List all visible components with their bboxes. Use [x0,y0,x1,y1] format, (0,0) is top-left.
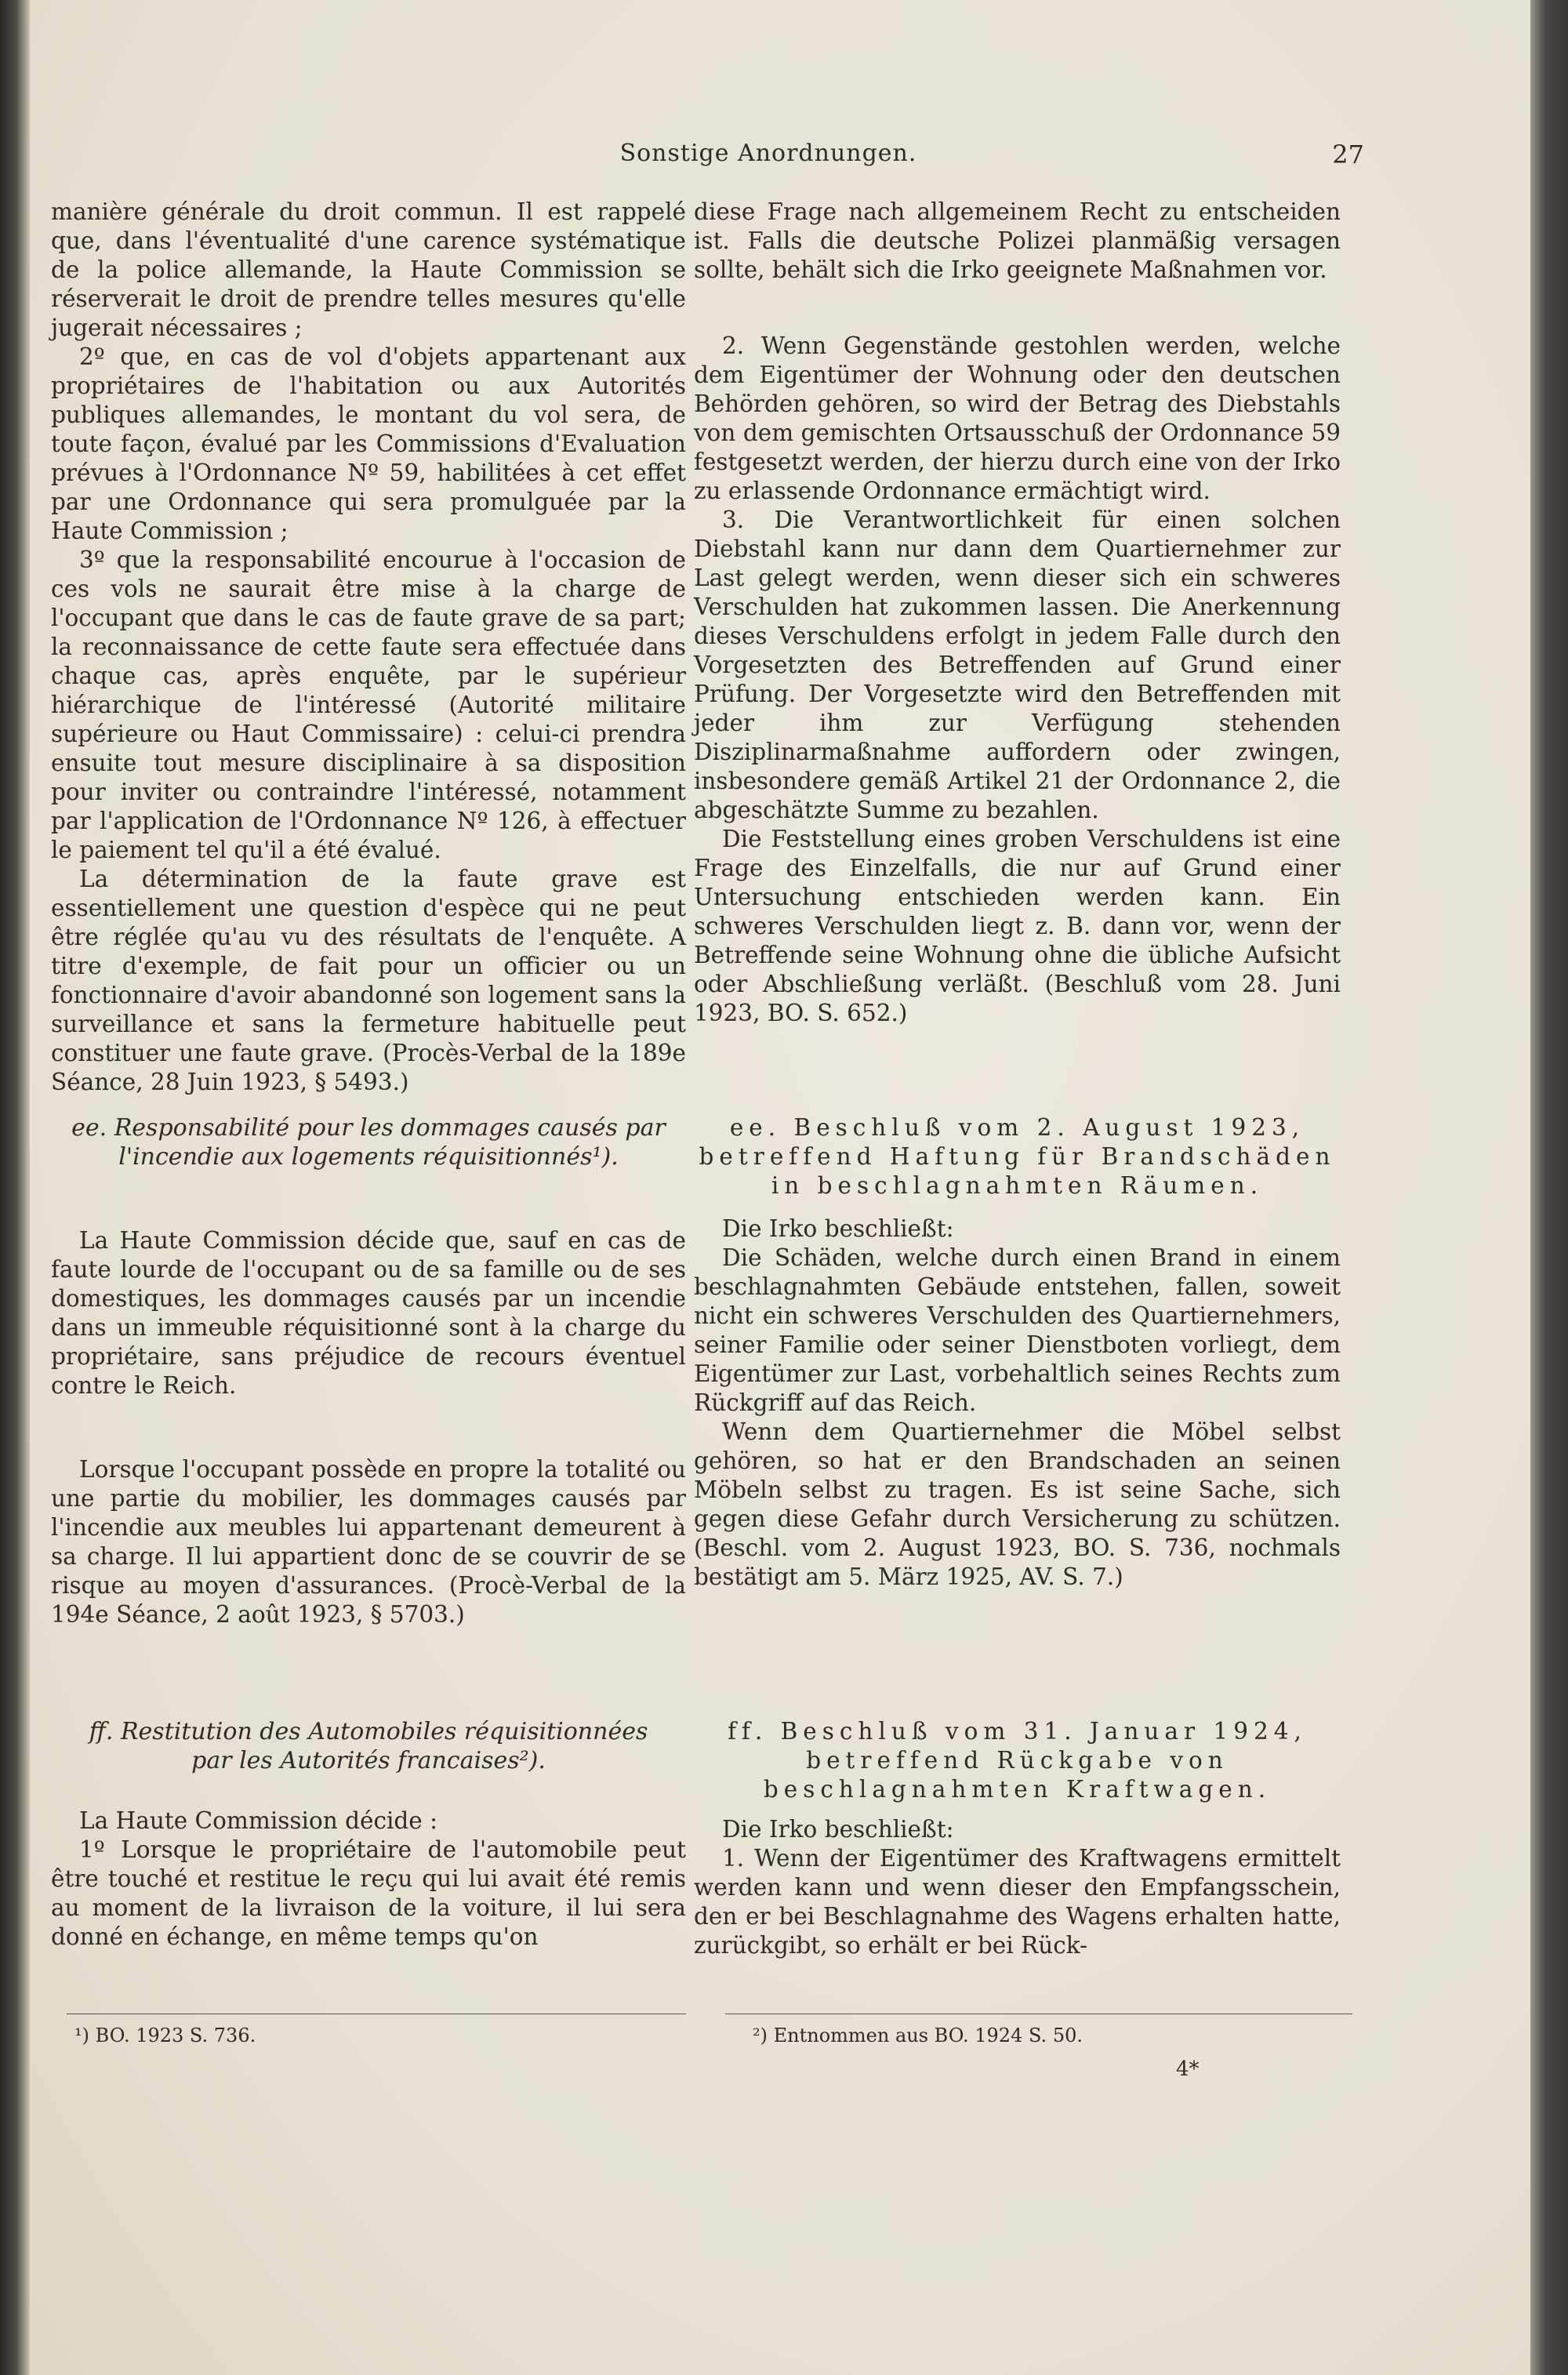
paragraph: manière générale du droit commun. Il est rappelé que, dans l'éventualité d'une carence systématique de la police allemande, la Haute Commission se réserverait le droit de prendre telles mesures qu'elle jugerait nécessaires ; [51,198,686,341]
intro-line: Die Irko beschließt: [722,1816,954,1843]
section-heading-ff: ff. Restitution des Automobiles réquisitionnées par les Autorités francaises²). [89,1718,648,1774]
paragraph: Wenn dem Quartiernehmer die Möbel selbst gehören, so hat er den Brandschaden an seinen Möbeln selbst zu tragen. Es ist seine Sache, sich gegen diese Gefahr durch Versicherung zu schützen. (Beschl. vom 2. August 1923, BO. S. 736, nochmals bestätigt am 5. März 1925, AV. S. 7.) [694,1418,1341,1590]
paragraph: 2. Wenn Gegenstände gestohlen werden, welche dem Eigentümer der Wohnung oder den deutschen Behörden gehören, so wird der Betrag des Diebstahls von dem gemischten Ortsausschuß der Ordonnance 59 festgesetzt werden, der hierzu durch eine von der Irko zu erlassende Ordonnance ermächtigt wird. [694,332,1341,504]
page-shadow [1530,0,1568,2375]
intro-line: Die Irko beschließt: [722,1215,954,1242]
paragraph: La Haute Commission décide : [79,1807,438,1834]
paragraph: 2º que, en cas de vol d'objets appartenant aux propriétaires de l'habitation ou aux Autorités publiques allemandes, le montant du vol sera, de toute façon, évalué par les Commissions d'Evaluation prévues à l'Ordonnance Nº 59, habilitées à cet effet par une Ordonnance qui sera promulguée par la Haute Commission ; [51,343,686,544]
german-column [694,198,1341,1960]
german-block-2 [694,1113,1341,1717]
paragraph: Lorsque l'occupant possède en propre la totalité ou une partie du mobilier, les dommages causés par l'incendie aux meubles lui appartenant demeurent à sa charge. Il lui appartient donc de se couvrir de se risque au moyen d'assurances. (Procè-Verbal de la 194e Séance, 2 août 1923, § 5703.) [51,1456,686,1628]
french-block-3 [51,1717,686,1952]
paragraph: 1º Lorsque le propriétaire de l'automobile peut être touché et restitue le reçu qui lui avait été remis au moment de la livraison de la voiture, il lui sera donné en échange, en même temps qu'on [51,1836,686,1950]
french-block-1 [51,198,686,1113]
paragraph: diese Frage nach allgemeinem Recht zu entscheiden ist. Falls die deutsche Polizei planmäßig versagen sollte, behält sich die Irko geeignete Maßnahmen vor. [694,198,1341,283]
paragraph: 1. Wenn der Eigentümer des Kraftwagens ermittelt werden kann und wenn dieser den Empfangsschein, den er bei Beschlagnahme des Wagens erhalten hatte, zurückgibt, so erhält er bei Rück- [694,1845,1341,1959]
french-block-2 [51,1113,686,1717]
paragraph: La Haute Commission décide que, sauf en cas de faute lourde de l'occupant ou de sa famille ou de ses domestiques, les dommages causés par un incendie dans un immeuble réquisitionné sont à la charge du propriétaire, sans préjudice de recours éventuel contre le Reich. [51,1227,686,1399]
german-block-3 [694,1717,1341,1960]
page-number: 27 [1332,140,1364,169]
paragraph: 3º que la responsabilité encourue à l'occasion de ces vols ne saurait être mise à la charge de l'occupant que dans le cas de faute grave de sa part; la reconnaissance de cette faute sera effectuée dans chaque cas, après enquête, par le supérieur hiérarchique de l'intéressé (Autorité militaire supérieure ou Haut Commissaire) : celui-ci prendra ensuite tout mesure disciplinaire à sa disposition pour inviter ou contraindre l'intéressé, notamment par l'application de l'Ordonnance Nº 126, à effectuer le paiement tel qu'il a été évalué. [51,547,686,863]
french-column [51,198,686,1952]
paragraph: Die Feststellung eines groben Verschuldens ist eine Frage des Einzelfalls, die nur auf Grund einer Untersuchung entschieden werden kann. Ein schweres Verschulden liegt z. B. dann vor, wenn der Betreffende seine Wohnung ohne die übliche Aufsicht oder Abschließung verläßt. (Beschluß vom 28. Juni 1923, BO. S. 652.) [694,826,1341,1026]
footnote-german: ²) Entnommen aus BO. 1924 S. 50. [753,2025,1083,2046]
paragraph: Die Schäden, welche durch einen Brand in einem beschlagnahmten Gebäude entstehen, fallen, soweit nicht ein schweres Verschulden des Quartiernehmers, seiner Familie oder seiner Dienstboten vorliegt, dem Eigentümer zur Last, vorbehaltlich seines Rechts zum Rückgriff auf das Reich. [694,1244,1341,1416]
footnote-french: ¹) BO. 1923 S. 736. [74,2025,256,2046]
running-head: Sonstige Anordnungen. [619,140,917,167]
section-heading-ee: ee. Beschluß vom 2. August 1923, betreffend Haftung für Brandschäden in beschlagnahmten Räumen. [699,1114,1336,1199]
german-block-1 [694,198,1341,1113]
paragraph: 3. Die Verantwortlichkeit für einen solchen Diebstahl kann nur dann dem Quartiernehmer zur Last gelegt werden, wenn dieser sich ein schweres Verschulden hat zukommen lassen. Die Anerkennung dieses Verschuldens erfolgt in jedem Falle durch den Vorgesetzten des Betreffenden auf Grund einer Prüfung. Der Vorgesetzte wird den Betreffenden mit jeder ihm zur Verfügung stehenden Disziplinarmaßnahme auffordern oder zwingen, insbesondere gemäß Artikel 21 der Ordonnance 2, die abgeschätzte Summe zu bezahlen. [694,507,1341,823]
section-heading-ee: ee. Responsabilité pour les dommages causés par l'incendie aux logements réquisitionnés¹). [71,1114,666,1171]
signature-mark: 4* [1176,2057,1200,2081]
section-heading-ff: ff. Beschluß vom 31. Januar 1924, betreffend Rückgabe von beschlagnahmten Kraftwagen. [728,1718,1307,1803]
binding-edge [0,0,31,2375]
paragraph: La détermination de la faute grave est essentiellement une question d'espèce qui ne peut être réglée qu'au vu des résultats de l'enquête. A titre d'exemple, de fait pour un officier ou un fonctionnaire d'avoir abandonné son logement sans la surveillance et sans la fermeture habituelle peut constituer une faute grave. (Procès-Verbal de la 189e Séance, 28 Juin 1923, § 5493.) [51,866,686,1095]
